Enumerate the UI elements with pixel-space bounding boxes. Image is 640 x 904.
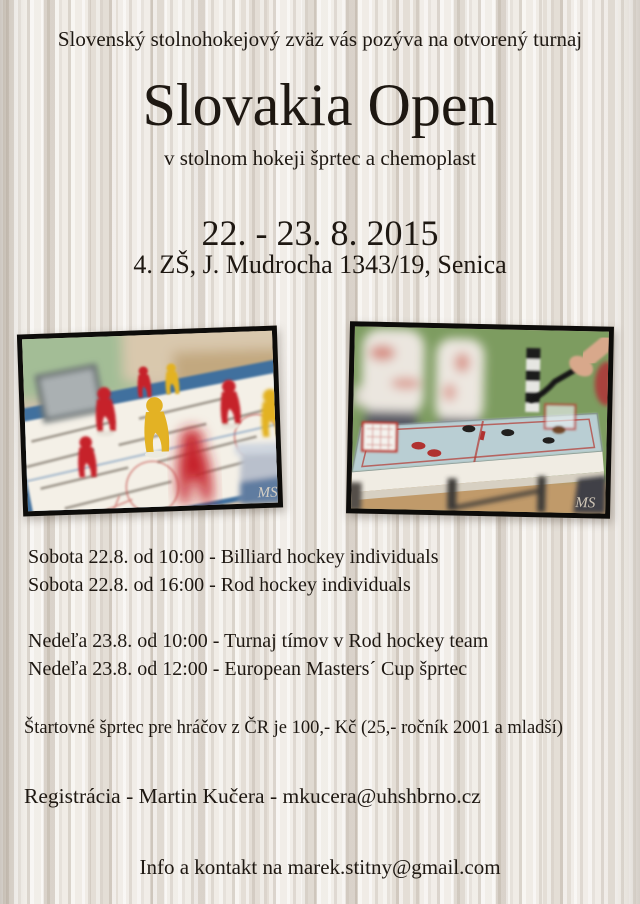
near-goal xyxy=(362,423,397,452)
schedule-line: Nedeľa 23.8. od 12:00 - European Masters´ Cup šprtec xyxy=(28,658,468,680)
schedule-line: Sobota 22.8. od 10:00 - Billiard hockey individuals xyxy=(28,546,439,568)
dark-corner xyxy=(351,482,362,510)
billiard-hockey-illustration xyxy=(22,331,278,512)
rod-hockey-illustration xyxy=(351,326,609,513)
photo-watermark: MS xyxy=(257,484,278,502)
schedule-line: Sobota 22.8. od 16:00 - Rod hockey individuals xyxy=(28,574,411,596)
event-date: 22. - 23. 8. 2015 xyxy=(201,213,439,253)
invite-line: Slovenský stolnohokejový zväz vás pozýva na otvorený turnaj xyxy=(57,27,583,51)
registration-line: Registrácia - Martin Kučera - mkucera@uhshbrno.cz xyxy=(24,784,481,808)
poster-subtitle: v stolnom hokeji šprtec a chemoplast xyxy=(163,146,477,170)
schedule-line: Nedeľa 23.8. od 10:00 - Turnaj tímov v Rod hockey team xyxy=(28,630,489,652)
board-goal xyxy=(37,366,102,420)
schedule-saturday xyxy=(28,543,439,599)
entry-fee-line: Štartovné šprtec pre hráčov z ČR je 100,- Kč (25,- ročník 2001 a mladší) xyxy=(24,718,563,738)
schedule-sunday xyxy=(28,627,488,683)
poster-title: Slovakia Open xyxy=(142,72,498,138)
photo-watermark: MS xyxy=(575,495,596,512)
striped-goal-post xyxy=(525,348,540,412)
contact-line: Info a kontakt na marek.stitny@gmail.com xyxy=(139,855,501,879)
photo-billiard-hockey-board xyxy=(17,326,283,517)
event-venue: 4. ZŠ, J. Mudrocha 1343/19, Senica xyxy=(133,250,507,279)
far-goal xyxy=(545,404,576,434)
photo-rod-hockey-table xyxy=(346,321,614,518)
